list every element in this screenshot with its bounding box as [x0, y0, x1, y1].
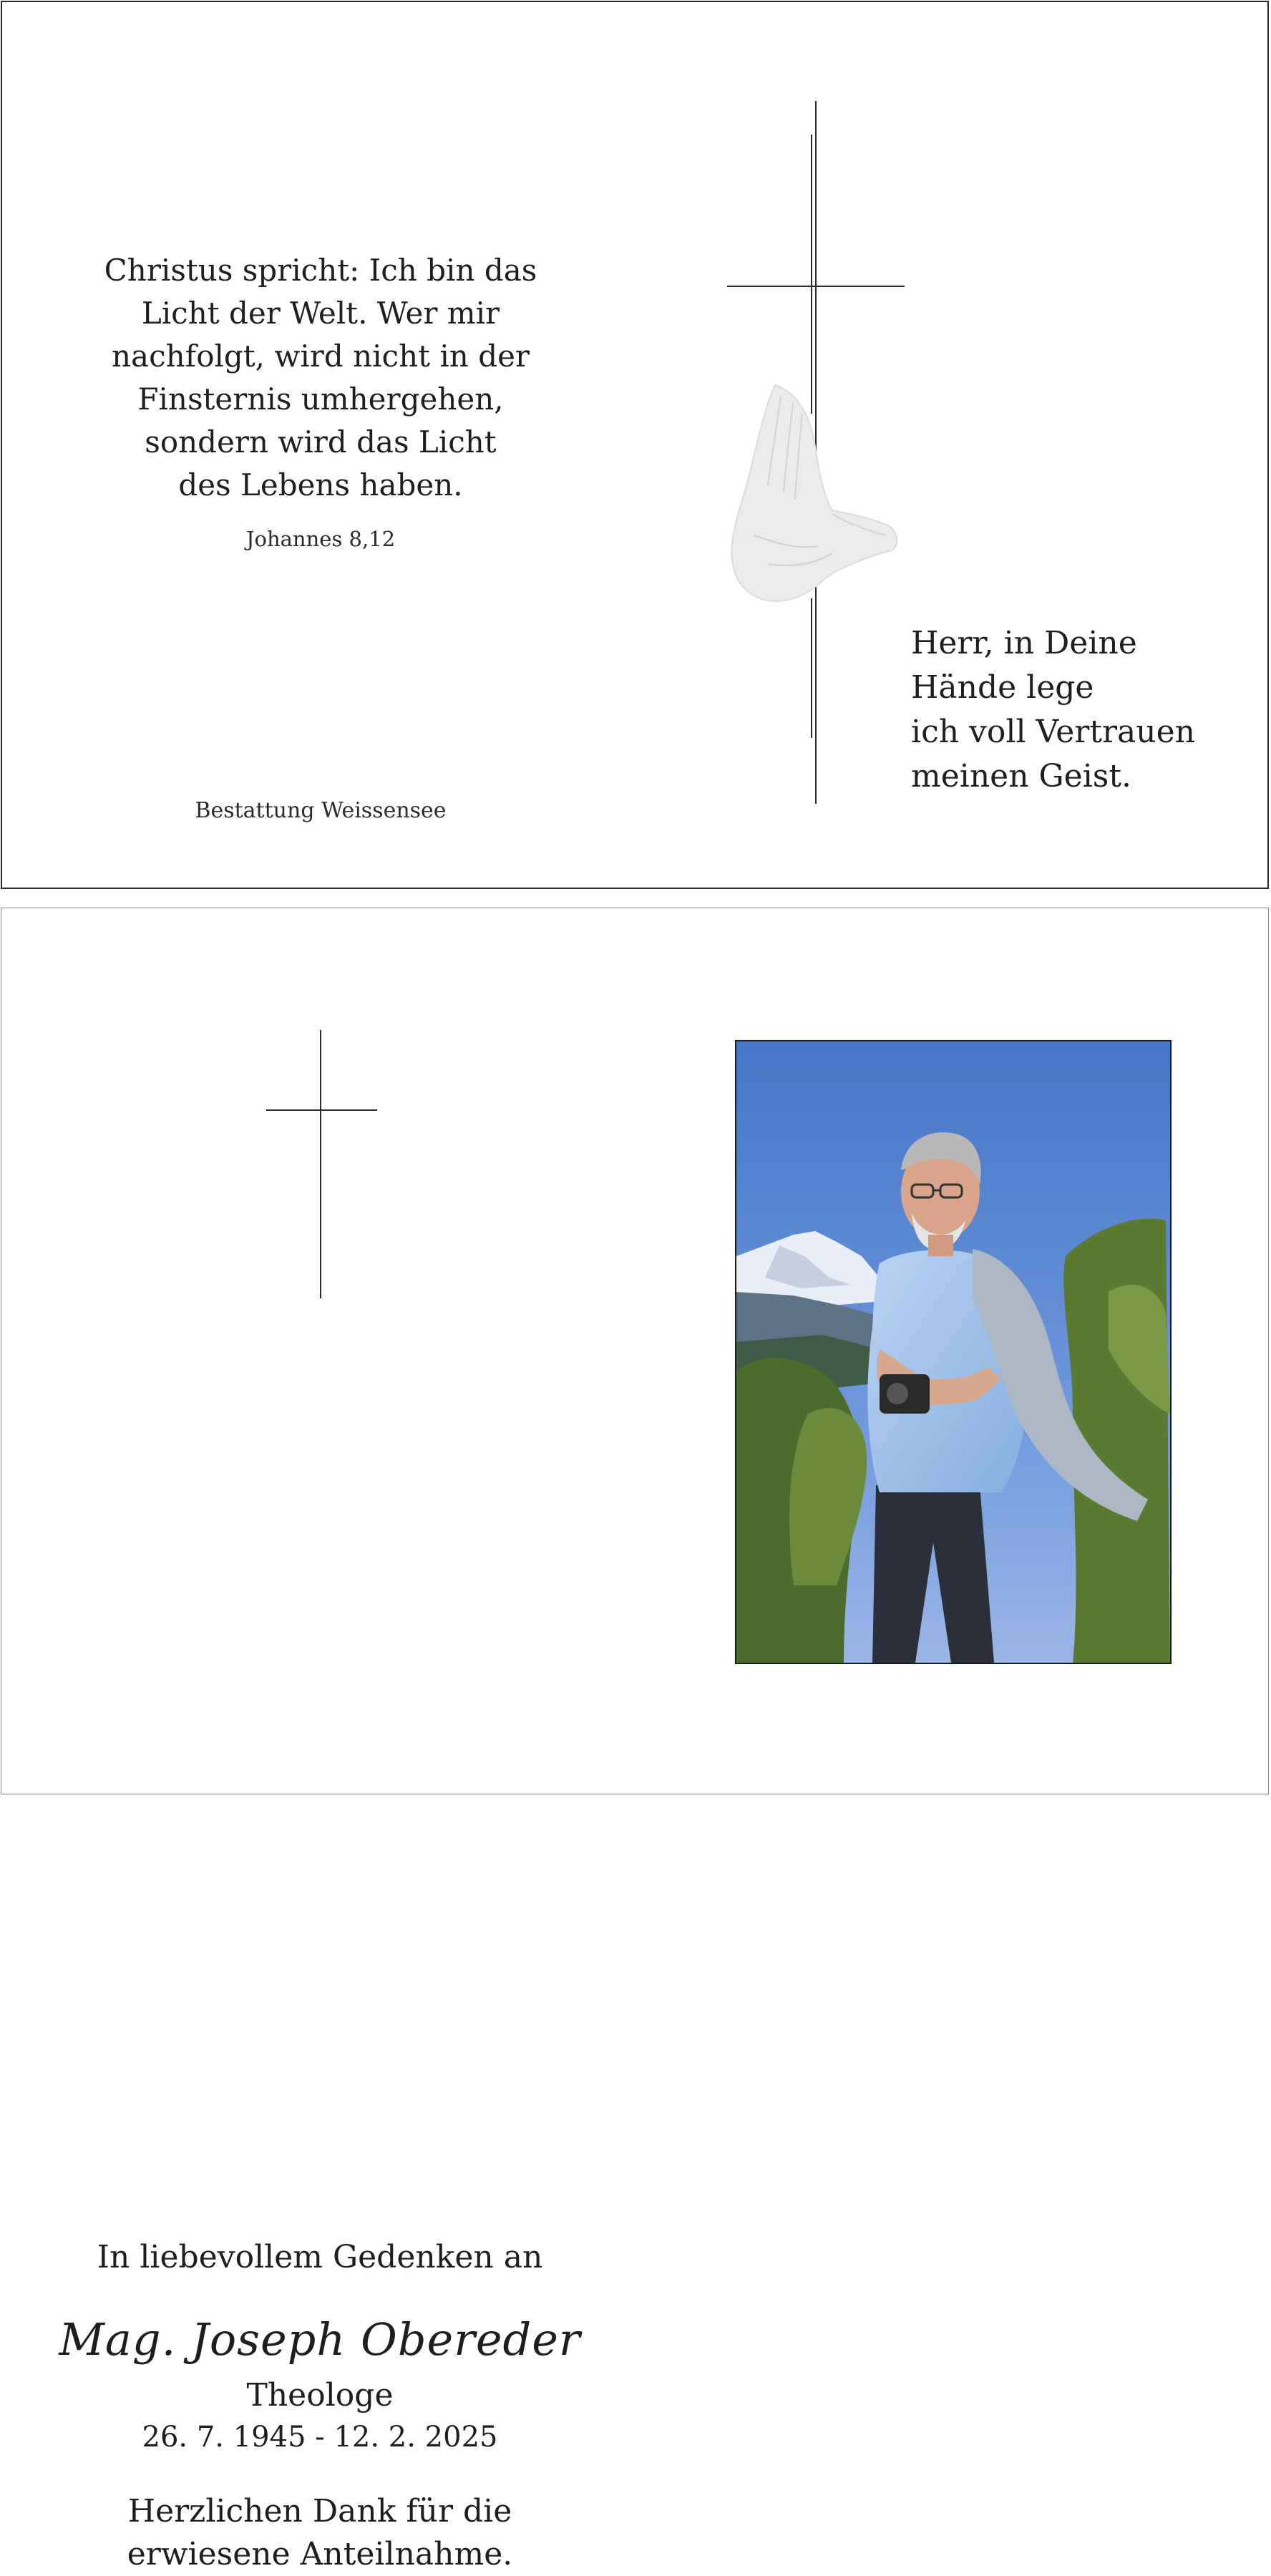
- profession: Theologe: [246, 2377, 394, 2414]
- prayer-line: Herr, in Deine: [911, 625, 1137, 661]
- thanks-message: [87, 2490, 552, 2576]
- praying-hands-icon: [725, 371, 904, 607]
- remembrance-intro: In liebevollem Gedenken an: [97, 2239, 543, 2275]
- thanks-line: erwiesene Anteilnahme.: [127, 2536, 513, 2572]
- prayer-line: meinen Geist.: [911, 758, 1132, 794]
- verse-line: Licht der Welt. Wer mir: [141, 296, 500, 331]
- prayer-text: [911, 621, 1240, 799]
- mountain-portrait-image: [736, 1041, 1170, 1663]
- prayer-line: Hände lege: [911, 669, 1094, 706]
- memorial-card-inside: [1, 908, 1269, 2572]
- verse-line: sondern wird das Licht: [145, 424, 497, 460]
- deceased-name: Mag. Joseph Obereder: [59, 2313, 581, 2366]
- verse-reference: Johannes 8,12: [245, 527, 396, 551]
- life-dates: 26. 7. 1945 - 12. 2. 2025: [142, 2421, 498, 2454]
- verse-line: des Lebens haben.: [178, 467, 463, 502]
- prayer-line: ich voll Vertrauen: [911, 714, 1195, 750]
- bible-verse: [74, 249, 568, 507]
- memorial-card-front: [1, 1, 1269, 889]
- portrait-photo: [735, 1040, 1172, 1664]
- undertaker-name: Bestattung Weissensee: [195, 798, 447, 823]
- verse-line: Finsternis umhergehen,: [137, 381, 504, 417]
- thanks-line: Herzlichen Dank für die: [127, 2493, 512, 2529]
- verse-line: nachfolgt, wird nicht in der: [111, 339, 530, 374]
- verse-line: Christus spricht: Ich bin das: [104, 253, 537, 288]
